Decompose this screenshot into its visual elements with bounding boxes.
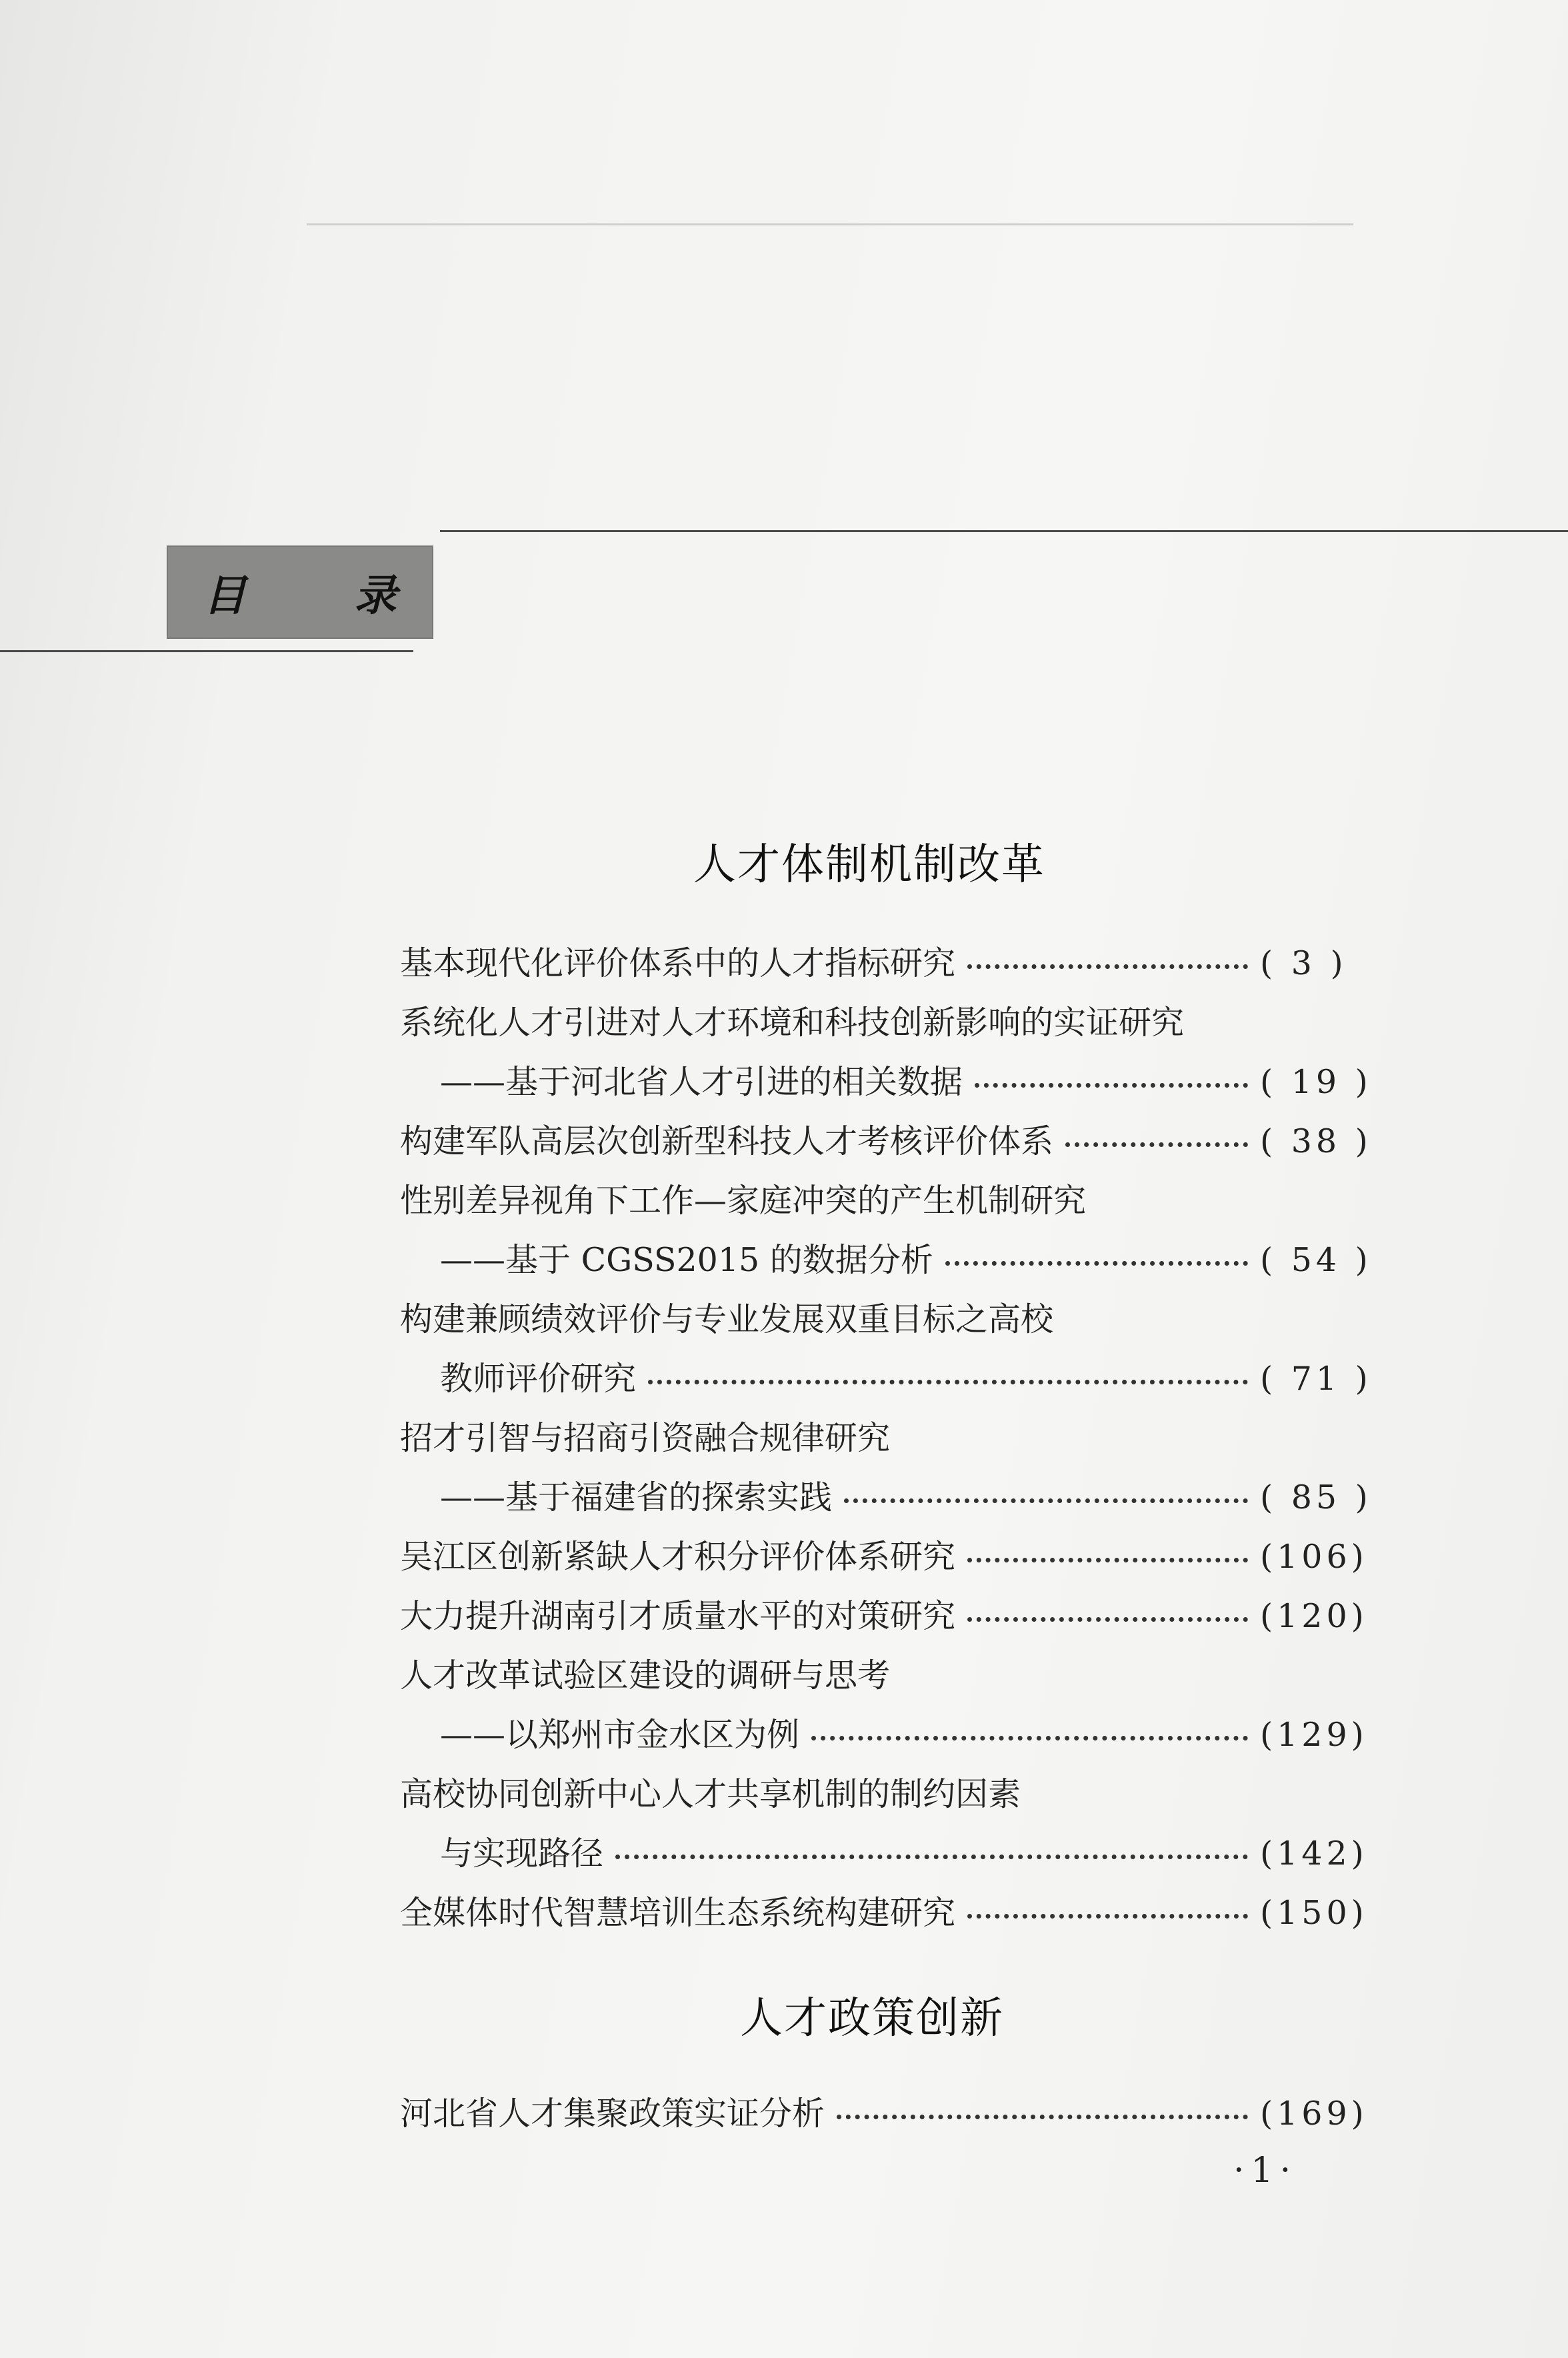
top-rule (440, 530, 1568, 532)
toc-entry[interactable] (400, 1705, 1368, 1764)
toc-entry-title: 吴江区创新紧缺人才积分评价体系研究 (400, 1538, 956, 1576)
toc-entry-page: (169) (1260, 2095, 1368, 2133)
toc-entry-line[interactable] (400, 1646, 1347, 1705)
bleed-through-rule (307, 223, 1353, 225)
leader-dots (648, 1379, 1248, 1384)
toc-entry-page: ( 3 ) (1260, 944, 1347, 982)
contents-heading-char-2: 录 (354, 571, 397, 621)
leader-dots (967, 1557, 1248, 1562)
leader-dots (967, 1616, 1248, 1622)
toc-entry[interactable] (400, 1230, 1372, 1290)
toc-entry[interactable] (400, 934, 1347, 993)
toc-entry[interactable] (400, 1883, 1368, 1943)
section-title-1: 人才体制机制改革 (693, 840, 1045, 890)
toc-entry[interactable] (400, 1349, 1372, 1408)
leader-dots (975, 1082, 1248, 1088)
toc-entry-title-cont: 教师评价研究 (440, 1360, 637, 1398)
toc-list-2 (400, 2084, 1368, 2143)
page-number: ·1· (1233, 2151, 1298, 2191)
leader-dots (615, 1854, 1248, 1859)
contents-heading-char-1: 目 (203, 571, 246, 621)
toc-entry-title: 大力提升湖南引才质量水平的对策研究 (400, 1597, 956, 1635)
toc-entry-line[interactable] (400, 1764, 1347, 1824)
toc-entry-page: ( 19 ) (1260, 1063, 1372, 1101)
toc-entry-page: ( 85 ) (1260, 1478, 1372, 1516)
toc-entry-title-cont: 与实现路径 (440, 1835, 604, 1873)
toc-entry-page: ( 54 ) (1260, 1241, 1372, 1279)
toc-entry-title: 性别差异视角下工作—家庭冲突的产生机制研究 (400, 1182, 1087, 1220)
toc-entry-page: (120) (1260, 1597, 1368, 1635)
toc-entry-title: 全媒体时代智慧培训生态系统构建研究 (400, 1894, 956, 1932)
toc-entry-line[interactable] (400, 1408, 1347, 1468)
leader-dots (837, 2114, 1248, 2119)
toc-entry-title: 招才引智与招商引资融合规律研究 (400, 1419, 891, 1457)
toc-entry-subtitle: ——基于河北省人才引进的相关数据 (440, 1063, 963, 1101)
toc-entry-title: 高校协同创新中心人才共享机制的制约因素 (400, 1775, 1021, 1813)
leader-dots (811, 1735, 1248, 1740)
toc-entry[interactable] (400, 1824, 1368, 1883)
toc-entry-title: 河北省人才集聚政策实证分析 (400, 2095, 825, 2133)
toc-entry[interactable] (400, 1052, 1372, 1112)
toc-entry-title: 构建军队高层次创新型科技人才考核评价体系 (400, 1122, 1054, 1160)
toc-entry[interactable] (400, 1527, 1368, 1586)
toc-entry-page: (150) (1260, 1894, 1368, 1932)
toc-entry[interactable] (400, 1586, 1368, 1646)
toc-entry-page: ( 38 ) (1260, 1122, 1372, 1160)
toc-entry-title: 人才改革试验区建设的调研与思考 (400, 1656, 891, 1694)
toc-entry-line[interactable] (400, 1171, 1347, 1230)
toc-entry[interactable] (400, 2084, 1368, 2143)
leader-dots (844, 1498, 1248, 1503)
toc-entry-line[interactable] (400, 993, 1347, 1052)
toc-entry[interactable] (400, 1468, 1372, 1527)
toc-entry-page: (129) (1260, 1716, 1368, 1754)
toc-entry-line[interactable] (400, 1290, 1347, 1349)
leader-dots (967, 964, 1248, 969)
toc-entry-subtitle: ——以郑州市金水区为例 (440, 1716, 800, 1754)
toc-entry[interactable] (400, 1112, 1372, 1171)
toc-entry-page: (142) (1260, 1835, 1368, 1873)
leader-dots (1065, 1142, 1248, 1147)
toc-entry-title: 构建兼顾绩效评价与专业发展双重目标之高校 (400, 1300, 1054, 1338)
leader-dots (967, 1913, 1248, 1919)
toc-entry-page: ( 71 ) (1260, 1360, 1372, 1398)
section-title-2: 人才政策创新 (740, 1994, 1004, 2043)
contents-heading (167, 545, 433, 639)
toc-entry-subtitle: ——基于福建省的探索实践 (440, 1478, 833, 1516)
toc-entry-subtitle: ——基于 CGSS2015 的数据分析 (440, 1241, 933, 1279)
leader-dots (945, 1260, 1248, 1266)
toc-list-1 (400, 934, 1372, 1943)
toc-entry-title: 系统化人才引进对人才环境和科技创新影响的实证研究 (400, 1004, 1185, 1042)
toc-entry-title: 基本现代化评价体系中的人才指标研究 (400, 944, 956, 982)
bottom-rule (0, 650, 413, 652)
toc-entry-page: (106) (1260, 1538, 1368, 1576)
